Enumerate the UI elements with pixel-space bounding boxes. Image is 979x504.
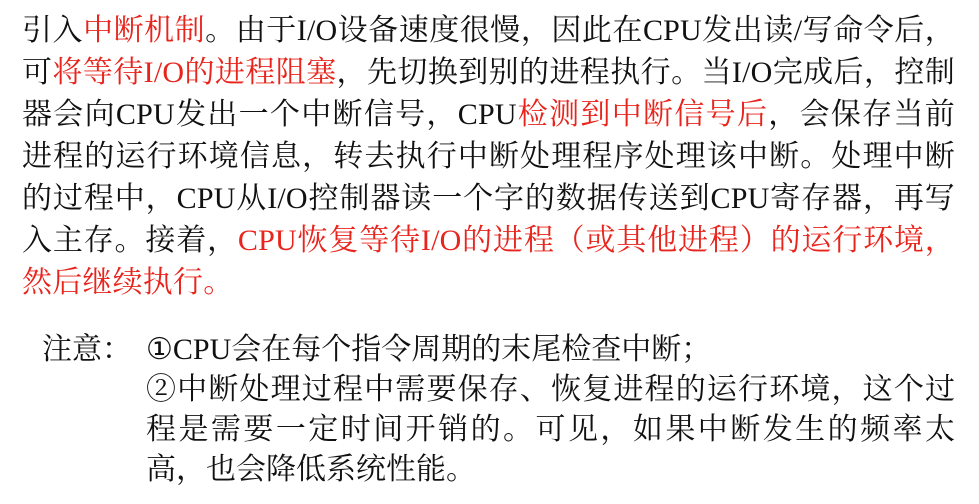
note-items xyxy=(146,330,955,490)
main-paragraph xyxy=(22,10,955,304)
paragraph-segment: ，会保存当前进程的运行环境信息，转去执行中断处理程序处理该中断。处理中断的过程中，CPU从I/O控制器读一个字的数据传送到CPU寄存器，再写入主存。接着， xyxy=(22,98,955,257)
paragraph-segment-highlight: 检测到中断信号后 xyxy=(516,98,769,131)
paragraph-segment-highlight: 中断机制 xyxy=(83,14,206,47)
note-item: ①CPU会在每个指令周期的末尾检查中断； xyxy=(146,333,712,366)
paragraph-segment-highlight: 将等待I/O的进程阻塞 xyxy=(52,56,337,89)
paragraph-segment: 。由于I/O设备速度很慢，因此在CPU发出读/写命令后，可 xyxy=(22,14,955,89)
note-label: 注意： xyxy=(42,333,132,366)
paragraph-segment: ，先切换到别的进程执行。当I/O完成后，控制器会向CPU发出一个中断信号，CPU xyxy=(22,56,956,131)
note-item: ②中断处理过程中需要保存、恢复进程的运行环境，这个过程是需要一定时间开销的。可见，如果中断发生的频率太高，也会降低系统性能。 xyxy=(146,373,955,486)
paragraph-segment: 引入 xyxy=(22,14,84,47)
paragraph-segment-highlight: CPU恢复等待I/O的进程（或其他进程）的运行环境，然后继续执行。 xyxy=(22,224,955,299)
note-block xyxy=(22,330,955,490)
